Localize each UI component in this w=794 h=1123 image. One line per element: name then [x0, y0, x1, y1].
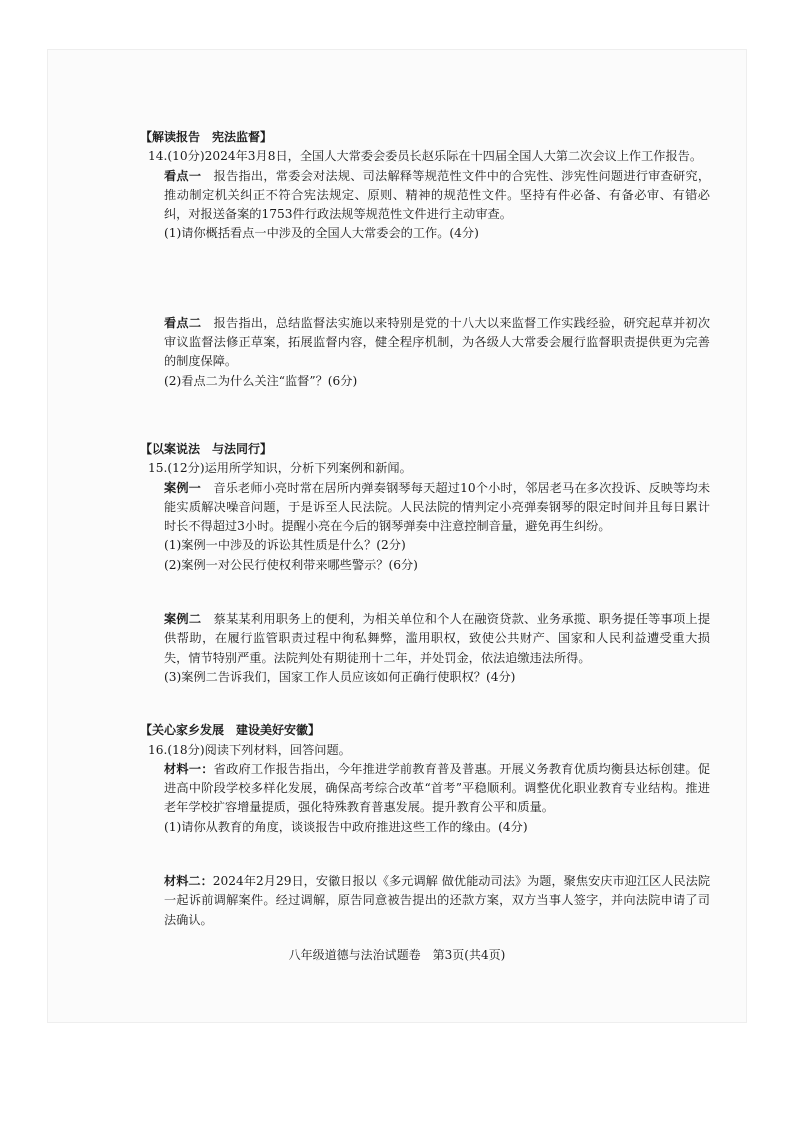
question-14-stem: 14.(10分)2024年3月8日，全国人大常委会委员长赵乐际在十四届全国人大第二次会议上作工作报告。 — [148, 149, 703, 164]
q15-case-two — [164, 610, 710, 668]
point-two-text: 报告指出，总结监督法实施以来特别是党的十八大以来监督工作实践经验，研究起草并初次审议监督法修正草案，拓展监督内容，健全程序机制，为各级人大常委会履行监督职责提供更为完善的制度保障。 — [164, 315, 711, 369]
answer-space — [138, 391, 710, 440]
section-heading-law-cases: 【以案说法 与法同行】 — [140, 441, 273, 456]
q16-material-two — [164, 872, 710, 930]
question-16-stem: 16.(18分)阅读下列材料，回答问题。 — [148, 742, 351, 757]
case-two-label: 案例二 — [164, 612, 202, 627]
answer-space — [138, 687, 710, 721]
material-one-label: 材料一： — [164, 761, 214, 776]
q14-sub-question-1: (1)请你概括看点一中涉及的全国人大常委会的工作。(4分) — [164, 226, 479, 241]
point-two-label: 看点二 — [164, 315, 202, 330]
case-two-text: 蔡某某利用职务上的便利，为相关单位和个人在融资贷款、业务承揽、职务提任等事项上提供帮助，在履行监管职责过程中徇私舞弊，滥用职权，致使公共财产、国家和人民利益遭受重大损失，情节特别严重。法院判处有期徒刑十二年，并处罚金，依法追缴违法所得。 — [164, 612, 711, 665]
q14-point-two — [164, 314, 710, 372]
answer-space — [138, 575, 710, 610]
point-one-label: 看点一 — [164, 168, 202, 183]
case-one-label: 案例一 — [164, 480, 202, 495]
q16-material-one — [164, 760, 710, 818]
q14-sub-question-2: (2)看点二为什么关注“监督”？(6分) — [164, 373, 358, 388]
point-one-text: 报告指出，常委会对法规、司法解释等规范性文件中的合宪性、涉宪性问题进行审查研究，推动制定机关纠正不符合宪法规定、原则、精神的规范性文件。坚持有件必备、有备必审、有错必纠，对报送备案的1753件行政法规等规范性文件进行主动审查。 — [164, 168, 711, 222]
material-two-text: 2024年2月29日，安徽日报以《多元调解 做优能动司法》为题，聚焦安庆市迎江区人民法院一起诉前调解案件。经过调解，原告同意被告提出的还款方案，双方当事人签字，并向法院申请了司法确认。 — [164, 874, 711, 927]
answer-space — [138, 837, 710, 872]
q15-sub-question-1: (1)案例一中涉及的诉讼其性质是什么？(2分) — [164, 538, 406, 553]
q14-point-one — [164, 167, 710, 225]
question-15-stem: 15.(12分)运用所学知识，分析下列案例和新闻。 — [148, 461, 412, 476]
case-one-text: 音乐老师小亮时常在居所内弹奏钢琴每天超过10个小时，邻居老马在多次投诉、反映等均未能实质解决噪音问题，于是诉至人民法院。人民法院的情判定小亮弹奏钢琴的限定时间并且每日累计时长不得超过3小时。提醒小亮在今后的钢琴弹奏中注意控制音量，避免再生纠纷。 — [164, 480, 711, 534]
section-heading-anhui: 【关心家乡发展 建设美好安徽】 — [140, 723, 321, 738]
q15-sub-question-2: (2)案例一对公民行使权利带来哪些警示？(6分) — [164, 557, 418, 572]
answer-space — [138, 244, 710, 314]
q15-sub-question-3: (3)案例二告诉我们，国家工作人员应该如何正确行使职权？(4分) — [164, 669, 516, 684]
material-two-label: 材料二： — [164, 874, 213, 889]
page-footer: 八年级道德与法治试题卷 第3页(共4页) — [288, 948, 506, 962]
q15-case-one — [164, 479, 710, 537]
exam-content — [138, 128, 710, 930]
section-heading-constitution: 【解读报告 宪法监督】 — [140, 130, 273, 144]
material-one-text: 省政府工作报告指出，今年推进学前教育普及普惠。开展义务教育优质均衡县达标创建。促进高中阶段学校多样化发展，确保高考综合改革“首考”平稳顺利。调整优化职业教育专业结构。推进老年学校扩容增量提质，强化特殊教育普惠发展。提升教育公平和质量。 — [164, 761, 711, 815]
q16-sub-question-1: (1)请你从教育的角度，谈谈报告中政府推进这些工作的缘由。(4分) — [164, 819, 528, 834]
